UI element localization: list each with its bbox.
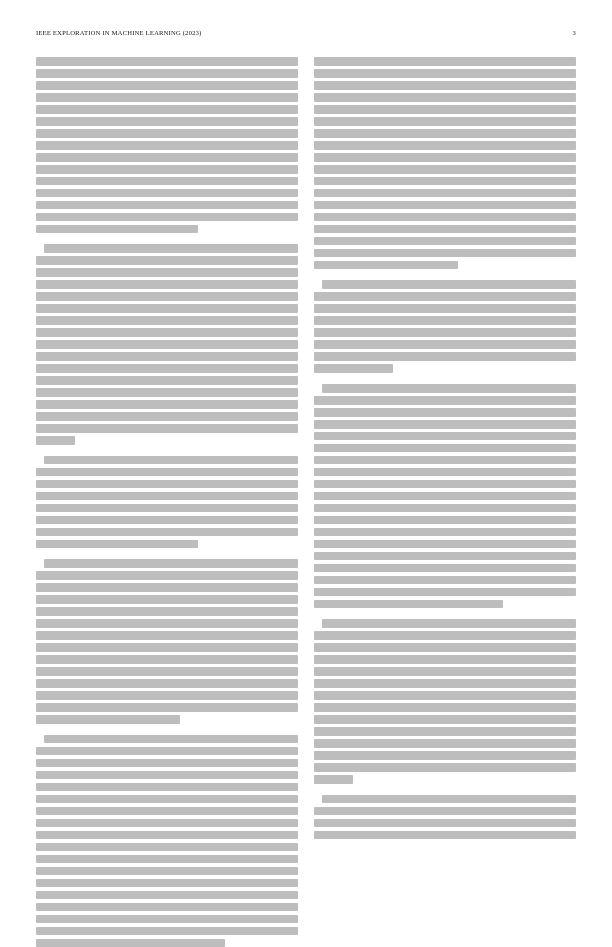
- body-paragraph: [36, 456, 298, 549]
- body-paragraph: [36, 559, 298, 723]
- right-column: [314, 57, 576, 760]
- body-paragraph: [314, 619, 576, 783]
- running-title: IEEE EXPLORATION IN MACHINE LEARNING (2023): [36, 30, 202, 37]
- body-paragraph: [36, 735, 298, 947]
- body-paragraph: [314, 795, 576, 840]
- body-paragraph: [314, 57, 576, 269]
- body-paragraph: [36, 57, 298, 233]
- page-number: 3: [572, 30, 576, 37]
- body-paragraph: [36, 244, 298, 444]
- running-header: [36, 30, 576, 42]
- left-column: [36, 57, 298, 760]
- body-paragraph: [314, 384, 576, 608]
- body-paragraph: [314, 280, 576, 373]
